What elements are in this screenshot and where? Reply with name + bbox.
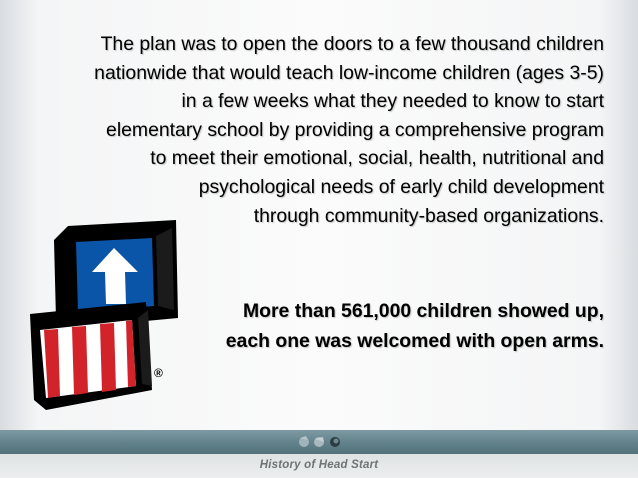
footer-title: History of Head Start <box>259 459 379 471</box>
body-line: psychological needs of early child development <box>198 175 604 198</box>
body-line: The plan was to open the doors to a few thousand children <box>100 33 604 55</box>
highlight-paragraph <box>164 296 604 356</box>
highlight-line: More than 561,000 children showed up, <box>243 300 604 322</box>
body-line: through community-based organizations. <box>253 204 604 227</box>
body-paragraph <box>29 30 604 230</box>
body-line: to meet their emotional, social, health, nutritional and <box>150 147 604 170</box>
head-start-blocks-logo <box>28 218 178 413</box>
body-line: nationwide that would teach low-income children (ages 3-5) <box>94 61 604 84</box>
registered-mark: ® <box>154 366 163 380</box>
body-line: in a few weeks what they needed to know to start <box>181 90 604 113</box>
highlight-line: each one was welcomed with open arms. <box>225 330 604 352</box>
footer-decorative-icons <box>297 433 347 449</box>
body-line: elementary school by providing a comprehensive program <box>106 118 604 141</box>
